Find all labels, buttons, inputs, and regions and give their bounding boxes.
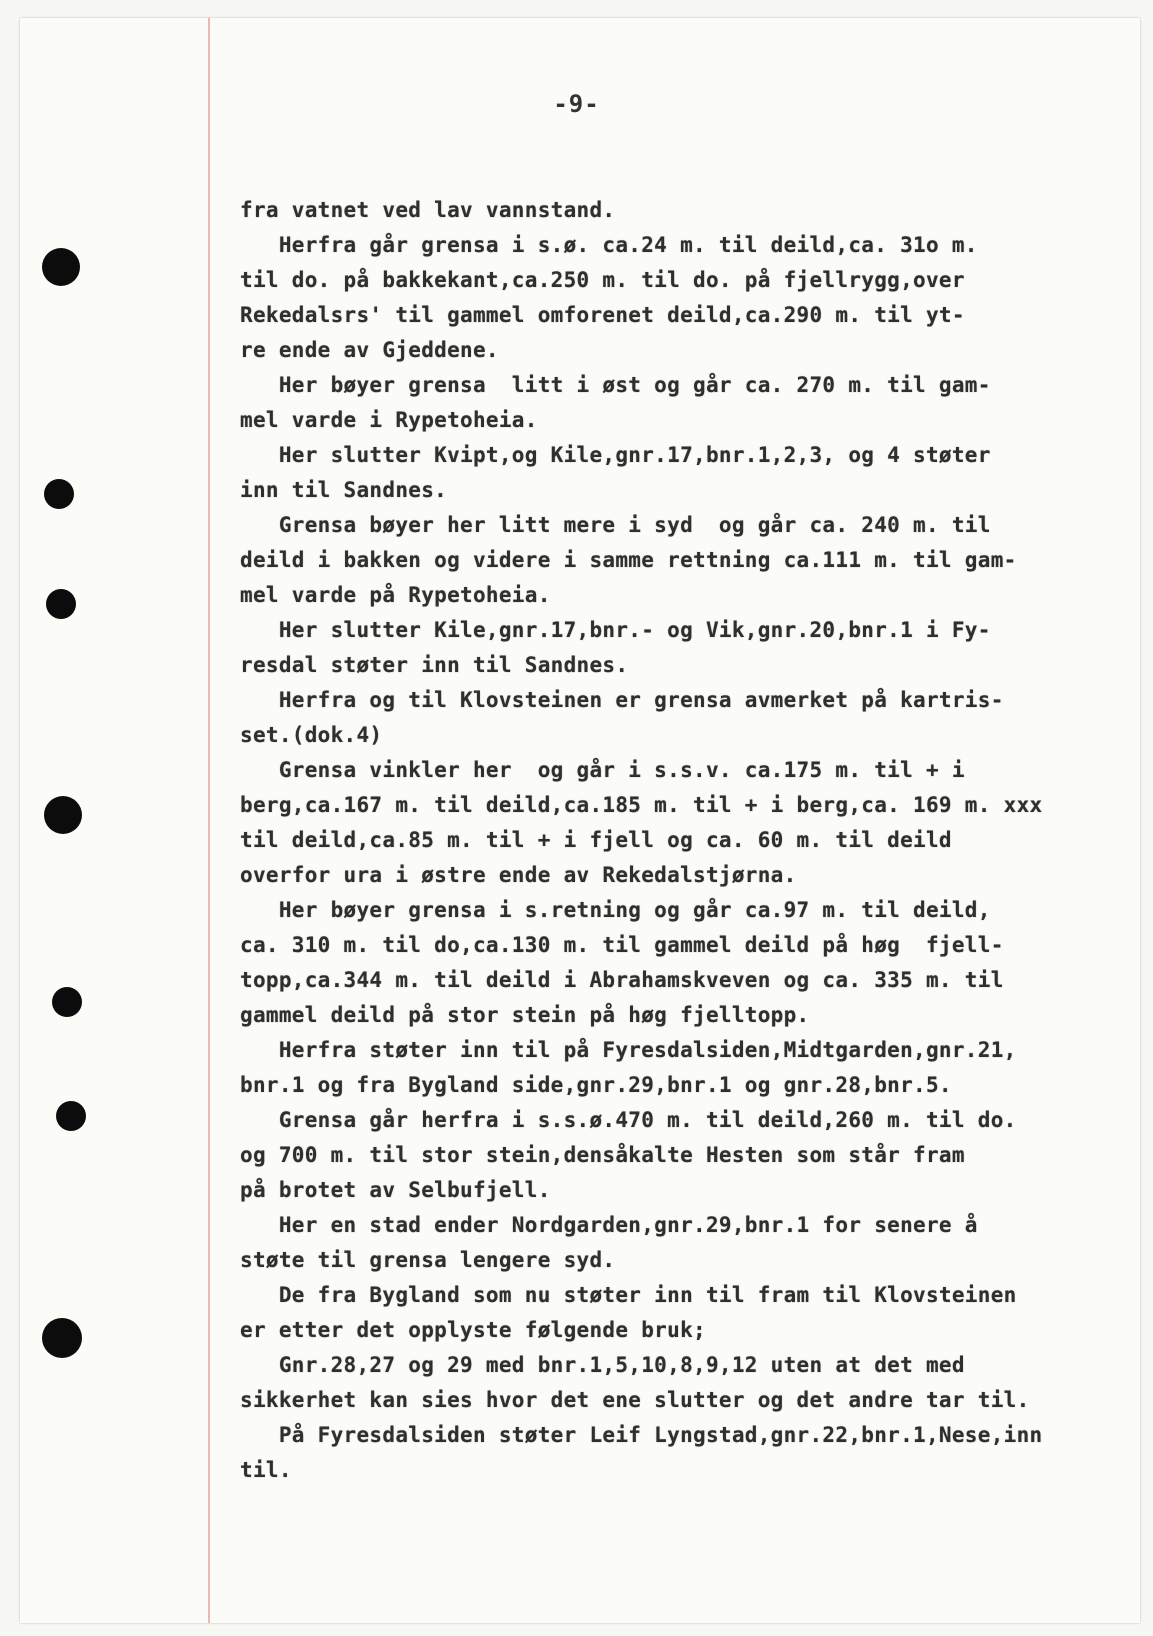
text-line: Gnr.28,27 og 29 med bnr.1,5,10,8,9,12 uten at det med <box>240 1353 965 1377</box>
text-line: mel varde i Rypetoheia. <box>240 408 538 432</box>
text-line: gammel deild på stor stein på høg fjelltopp. <box>240 1003 810 1027</box>
text-line: resdal støter inn til Sandnes. <box>240 653 629 677</box>
text-line: Her slutter Kvipt,og Kile,gnr.17,bnr.1,2,3, og 4 støter <box>240 443 991 467</box>
punch-hole <box>52 987 82 1017</box>
text-line: Her bøyer grensa litt i øst og går ca. 270 m. til gam- <box>240 373 991 397</box>
text-line: Grensa vinkler her og går i s.s.v. ca.175 m. til + i <box>240 758 965 782</box>
text-line: Herfra støter inn til på Fyresdalsiden,Midtgarden,gnr.21, <box>240 1038 1017 1062</box>
text-line: deild i bakken og videre i samme rettning ca.111 m. til gam- <box>240 548 1017 572</box>
punch-hole <box>46 589 76 619</box>
text-line: overfor ura i østre ende av Rekedalstjørna. <box>240 863 797 887</box>
text-line: Grensa går herfra i s.s.ø.470 m. til deild,260 m. til do. <box>240 1108 1017 1132</box>
text-line: til do. på bakkekant,ca.250 m. til do. på fjellrygg,over <box>240 268 965 292</box>
text-line: støte til grensa lengere syd. <box>240 1248 616 1272</box>
punch-hole <box>44 479 74 509</box>
punch-hole <box>56 1101 86 1131</box>
text-line: På Fyresdalsiden støter Leif Lyngstad,gnr.22,bnr.1,Nese,inn <box>240 1423 1043 1447</box>
text-line: Her bøyer grensa i s.retning og går ca.97 m. til deild, <box>240 898 991 922</box>
text-line: er etter det opplyste følgende bruk; <box>240 1318 706 1342</box>
text-line: bnr.1 og fra Bygland side,gnr.29,bnr.1 og gnr.28,bnr.5. <box>240 1073 952 1097</box>
punch-hole <box>42 1318 82 1358</box>
text-line: Her slutter Kile,gnr.17,bnr.- og Vik,gnr.20,bnr.1 i Fy- <box>240 618 991 642</box>
text-line: set.(dok.4) <box>240 723 383 747</box>
text-line: sikkerhet kan sies hvor det ene slutter og det andre tar til. <box>240 1388 1030 1412</box>
text-line: til. <box>240 1458 292 1482</box>
text-line: berg,ca.167 m. til deild,ca.185 m. til + i berg,ca. 169 m. xxx <box>240 793 1043 817</box>
punch-hole <box>44 796 82 834</box>
text-line: re ende av Gjeddene. <box>240 338 499 362</box>
text-line: til deild,ca.85 m. til + i fjell og ca. 60 m. til deild <box>240 828 952 852</box>
text-line: Herfra går grensa i s.ø. ca.24 m. til deild,ca. 31o m. <box>240 233 978 257</box>
typed-body <box>240 193 1125 1488</box>
text-line: mel varde på Rypetoheia. <box>240 583 551 607</box>
text-line: Rekedalsrs' til gammel omforenet deild,ca.290 m. til yt- <box>240 303 965 327</box>
text-line: Grensa bøyer her litt mere i syd og går ca. 240 m. til <box>240 513 991 537</box>
text-line: De fra Bygland som nu støter inn til fram til Klovsteinen <box>240 1283 1017 1307</box>
text-line: Her en stad ender Nordgarden,gnr.29,bnr.1 for senere å <box>240 1213 978 1237</box>
text-line: og 700 m. til stor stein,densåkalte Hesten som står fram <box>240 1143 965 1167</box>
text-line: topp,ca.344 m. til deild i Abrahamskveven og ca. 335 m. til <box>240 968 1004 992</box>
text-line: ca. 310 m. til do,ca.130 m. til gammel deild på høg fjell- <box>240 933 1004 957</box>
page-number: -9- <box>553 90 600 118</box>
text-line: inn til Sandnes. <box>240 478 448 502</box>
text-line: Herfra og til Klovsteinen er grensa avmerket på kartris- <box>240 688 1004 712</box>
margin-rule <box>208 18 210 1623</box>
text-line: fra vatnet ved lav vannstand. <box>240 198 616 222</box>
punch-hole <box>42 248 80 286</box>
text-line: på brotet av Selbufjell. <box>240 1178 551 1202</box>
